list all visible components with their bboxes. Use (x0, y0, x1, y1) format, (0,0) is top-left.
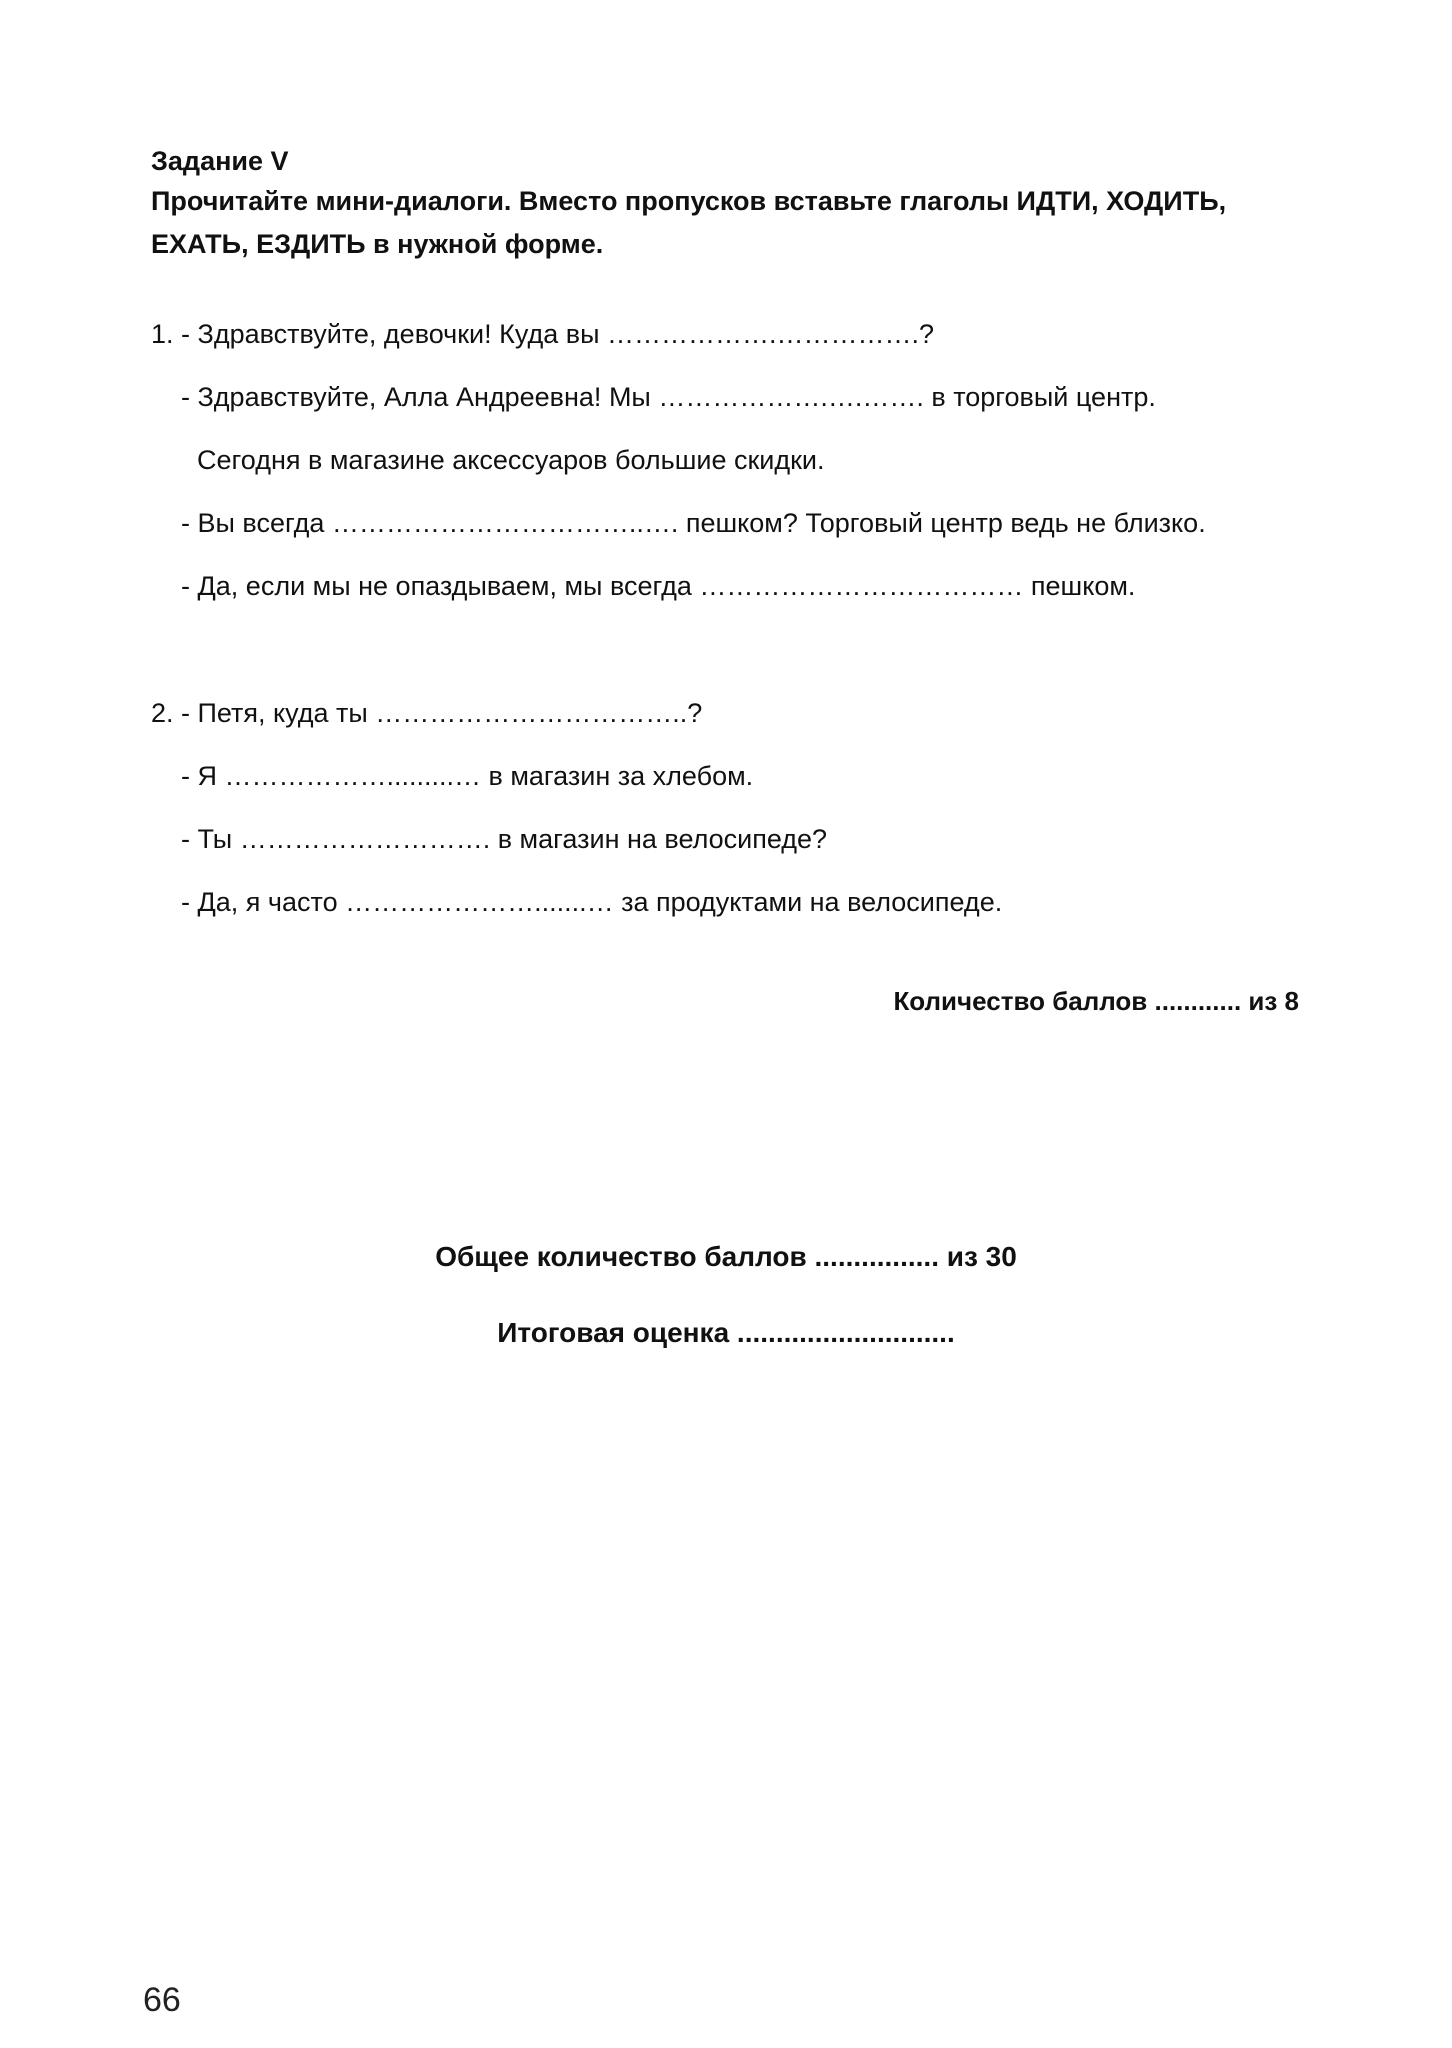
score-line: Количество баллов ............ из 8 (893, 986, 1299, 1016)
dialog-line: - Да, если мы не опаздываем, мы всегда ……………………………… пешком. (181, 571, 1136, 601)
final-grade: Итоговая оценка ............................ (497, 1317, 955, 1348)
dialog-line: - Я ……………….........… в магазин за хлебом. (181, 761, 754, 791)
dialog-line: 2. - Петя, куда ты ……………………………..? (151, 698, 703, 728)
dialog-line: Сегодня в магазине аксессуаров большие скидки. (197, 445, 825, 475)
task-instructions: Прочитайте мини-диалоги. Вместо пропусков вставьте глаголы ИДТИ, ХОДИТЬ, ЕХАТЬ, ЕЗДИТЬ в нужной форме. (151, 186, 1227, 259)
dialog-line: - Здравствуйте, Алла Андреевна! Мы ……………….….……. в торговый центр. (181, 382, 1156, 412)
dialog-line: - Ты ………………………. в магазин на велосипеде? (181, 824, 828, 854)
dialog-line: 1. - Здравствуйте, девочки! Куда вы ……………….…………….? (151, 319, 934, 349)
dialog-line: - Да, я часто ………………….......… за продуктами на велосипеде. (181, 887, 1003, 917)
task-title: Задание V (151, 146, 289, 176)
page-number: 66 (143, 1981, 181, 2019)
total-score: Общее количество баллов ................ из 30 (435, 1241, 1017, 1272)
dialog-line: - Вы всегда ……………………………..…. пешком? Торговый центр ведь не близко. (181, 508, 1206, 538)
